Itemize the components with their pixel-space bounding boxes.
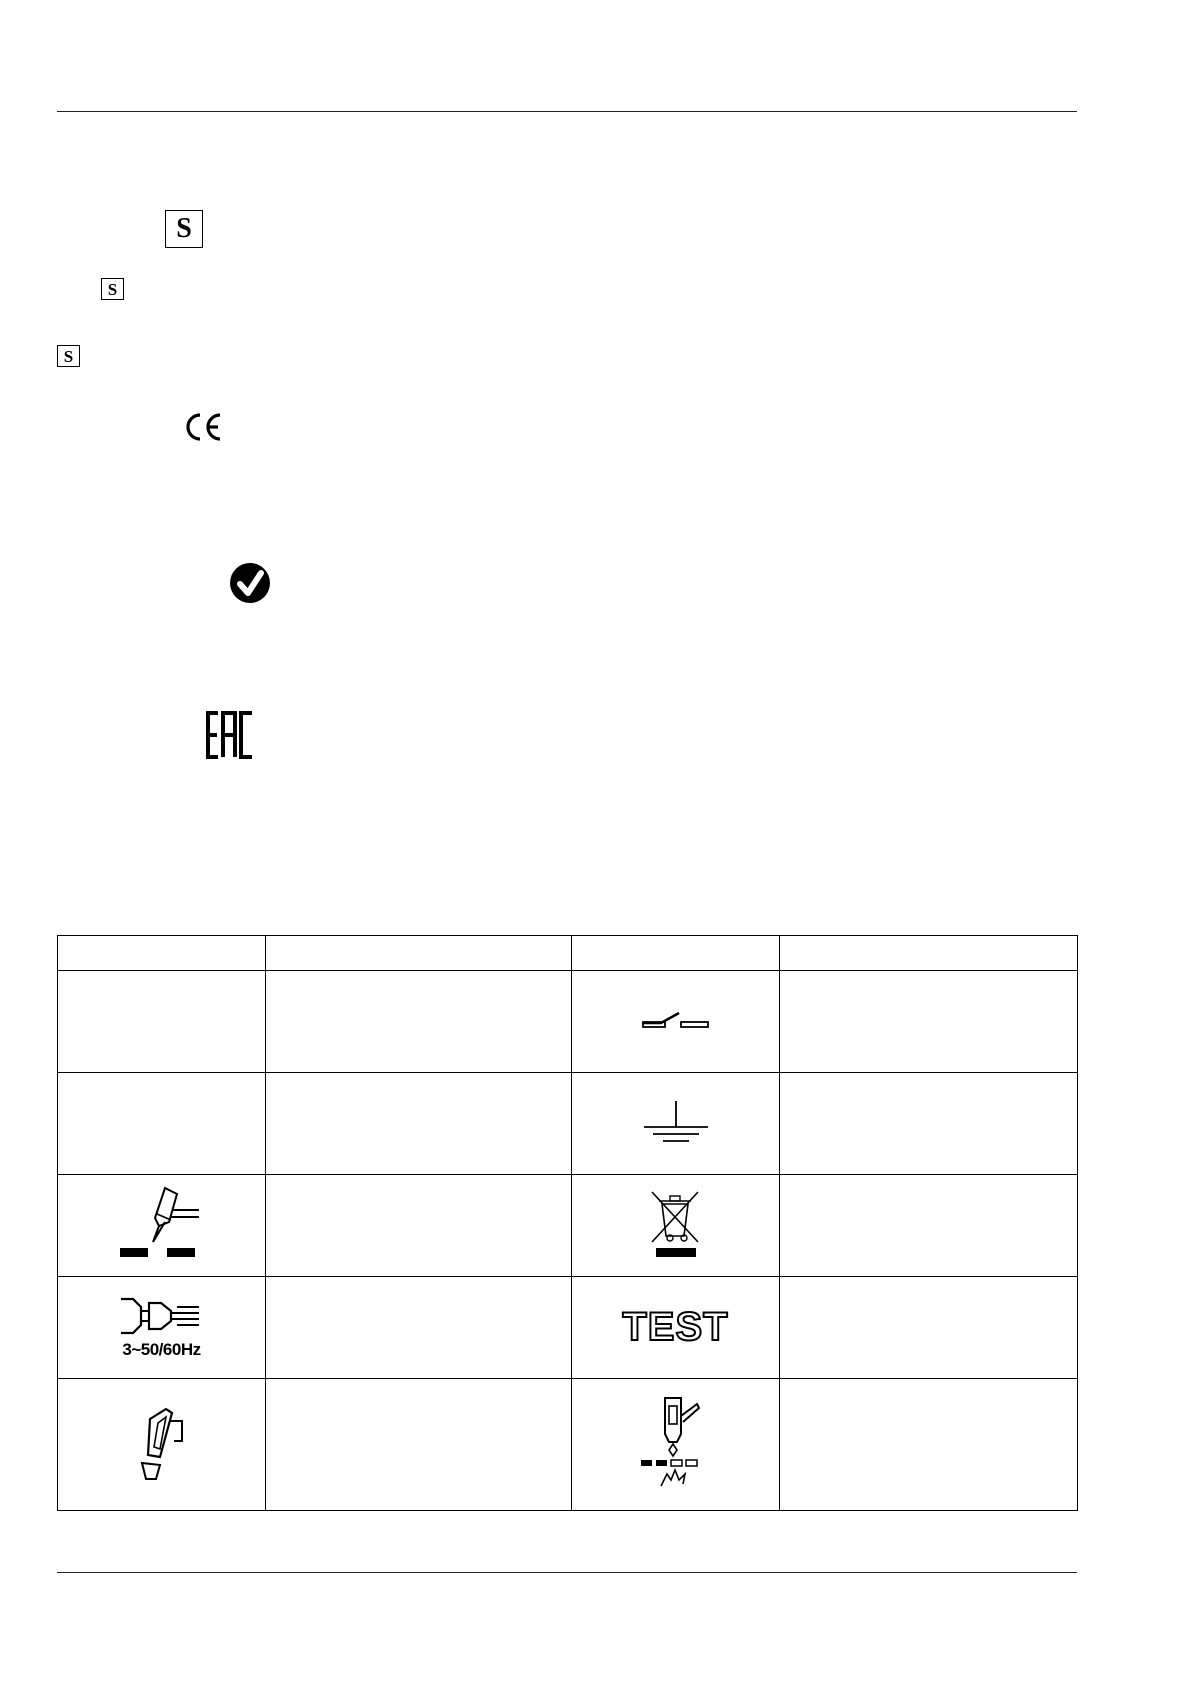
s-symbol-small bbox=[57, 345, 80, 367]
top-rule bbox=[57, 111, 1077, 112]
symbol-cell bbox=[58, 1073, 266, 1175]
table-row bbox=[58, 1277, 1078, 1379]
s-symbol-small-letter: S bbox=[107, 279, 118, 299]
description-cell bbox=[266, 1175, 572, 1277]
table-header-cell bbox=[58, 936, 266, 971]
description-cell bbox=[266, 1073, 572, 1175]
description-cell bbox=[780, 1073, 1078, 1175]
bottom-rule bbox=[57, 1572, 1077, 1573]
s-symbol-small bbox=[101, 278, 124, 300]
table-row bbox=[58, 1073, 1078, 1175]
description-cell bbox=[266, 971, 572, 1073]
test-icon: TEST bbox=[622, 1305, 729, 1349]
description-cell bbox=[780, 1379, 1078, 1511]
three-phase-frequency-label: 3~50/60Hz bbox=[122, 1340, 201, 1359]
torch-nozzle-icon bbox=[130, 1401, 194, 1483]
three-phase-input-icon bbox=[117, 1295, 207, 1337]
symbol-cell bbox=[572, 971, 780, 1073]
rcm-mark-icon bbox=[228, 562, 272, 604]
description-cell bbox=[266, 1277, 572, 1379]
symbol-cell bbox=[572, 1073, 780, 1175]
torch-pierce-icon bbox=[639, 1394, 713, 1490]
symbol-cell bbox=[572, 1175, 780, 1277]
ground-icon bbox=[641, 1099, 711, 1143]
symbol-cell bbox=[58, 1277, 266, 1379]
eac-mark-icon bbox=[205, 710, 255, 760]
table-row bbox=[58, 1175, 1078, 1277]
description-cell bbox=[780, 1175, 1078, 1277]
description-cell bbox=[780, 1277, 1078, 1379]
symbol-cell bbox=[58, 1175, 266, 1277]
s-symbol-large-letter: S bbox=[176, 213, 192, 244]
table-header-cell bbox=[266, 936, 572, 971]
symbol-table bbox=[57, 935, 1078, 1511]
table-header-cell bbox=[780, 936, 1078, 971]
table-header-cell bbox=[572, 936, 780, 971]
s-symbol-small-letter: S bbox=[63, 346, 74, 366]
s-symbol-large bbox=[165, 210, 203, 248]
symbol-cell bbox=[58, 971, 266, 1073]
description-cell bbox=[780, 971, 1078, 1073]
table-row bbox=[58, 971, 1078, 1073]
symbol-cell bbox=[58, 1379, 266, 1511]
symbol-cell bbox=[572, 1379, 780, 1511]
table-row bbox=[58, 1379, 1078, 1511]
weee-disposal-icon bbox=[648, 1188, 704, 1258]
table-header-row bbox=[58, 936, 1078, 971]
plasma-cutting-dc-icon bbox=[117, 1184, 207, 1262]
description-cell bbox=[266, 1379, 572, 1511]
ce-mark-icon bbox=[182, 412, 224, 442]
switch-icon bbox=[641, 1004, 711, 1034]
symbol-cell bbox=[572, 1277, 780, 1379]
